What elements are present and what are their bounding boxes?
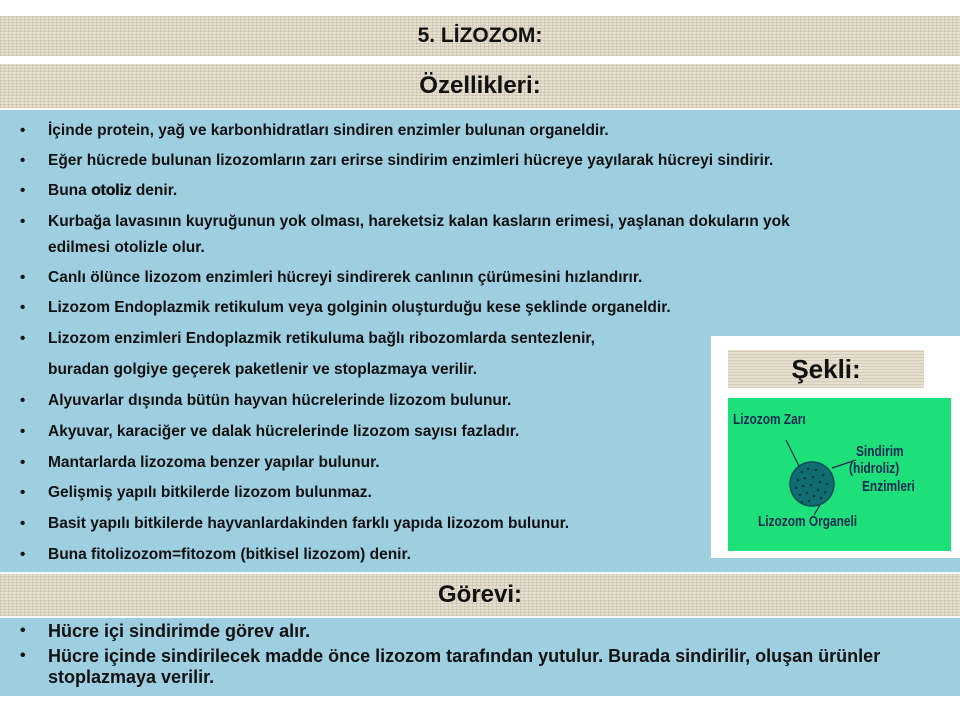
list-item: • Alyuvarlar dışında bütün hayvan hücrelerinde lizozom bulunur. <box>48 388 748 413</box>
list-item: • Gelişmiş yapılı bitkilerde lizozom bulunmaz. <box>48 480 748 505</box>
list-item: • Buna fitolizozom=fitozom (bitkisel lizozom) denir. <box>48 542 748 567</box>
bullet-icon: • <box>20 330 26 347</box>
bullet-icon: • <box>20 515 26 532</box>
lysosome-diagram <box>728 398 951 551</box>
bullet-icon: • <box>20 269 26 286</box>
label-organelle: Lizozom Organeli <box>758 514 858 530</box>
bullet-icon: • <box>20 484 26 501</box>
section-header-gorevi <box>0 574 960 616</box>
bullet-icon: • <box>20 423 26 440</box>
bullet-icon: • <box>20 454 26 471</box>
bullet-icon: • <box>20 122 26 139</box>
list-item: • Buna otoliz denir. <box>48 178 748 203</box>
list-item: • Lizozom Endoplazmik retikulum veya golginin oluşturduğu kese şeklinde organeldir. <box>48 295 748 320</box>
list-item: • Kurbağa lavasının kuyruğunun yok olması, hareketsiz kalan kasların erimesi, yaşlanan dokuların yok <box>48 209 748 234</box>
bullet-icon: • <box>20 392 26 409</box>
list-item: • Mantarlarda lizozoma benzer yapılar bulunur. <box>48 450 748 475</box>
list-item-continuation: buradan golgiye geçerek paketlenir ve stoplazmaya verilir. <box>48 361 478 378</box>
sekil-figure-box <box>711 336 960 558</box>
membrane-pointer-line <box>786 440 800 468</box>
bullet-icon: • <box>20 647 26 664</box>
list-item: • Basit yapılı bitkilerde hayvanlardakinden farklı yapıda lizozom bulunur. <box>48 511 748 536</box>
slide-title: 5. LİZOZOM: <box>417 24 543 47</box>
section-header-ozellikler <box>0 64 960 108</box>
list-item: • Lizozom enzimleri Endoplazmik retikuluma bağlı ribozomlarda sentezlenir, <box>48 326 748 351</box>
list-item-continuation: stoplazmaya verilir. <box>48 667 215 687</box>
bullet-icon: • <box>20 299 26 316</box>
gorevi-panel <box>0 618 960 696</box>
bullet-icon: • <box>20 213 26 230</box>
list-item: • Eğer hücrede bulunan lizozomların zarı erirse sindirim enzimleri hücreye yayılarak hücreyi sindirir. <box>48 148 748 173</box>
term-otoliz: otoliz <box>91 182 132 199</box>
bullet-icon: • <box>20 152 26 169</box>
sekil-title: Şekli: <box>728 350 924 388</box>
section-title-gorevi: Görevi: <box>437 581 523 608</box>
list-item: • Hücre içinde sindirilecek madde önce lizozom tarafından yutulur. Burada sindirilir, oluşan ürünler <box>20 646 881 666</box>
label-membrane: Lizozom Zarı <box>733 412 806 428</box>
bullet-icon: • <box>20 546 26 563</box>
list-item-continuation: edilmesi otolizle olur. <box>48 239 205 256</box>
label-enzymes-line2: (hidroliz) <box>849 461 900 477</box>
list-item: • Akyuvar, karaciğer ve dalak hücrelerinde lizozom sayısı fazladır. <box>48 419 748 444</box>
bullet-icon: • <box>20 622 26 639</box>
list-item: • Hücre içi sindirimde görev alır. <box>20 621 311 641</box>
list-item: • İçinde protein, yağ ve karbonhidratları sindiren enzimler bulunan organeldir. <box>48 118 748 143</box>
bullet-icon: • <box>20 182 26 199</box>
section-title-ozellikler: Özellikleri: <box>419 72 541 99</box>
slide-title-bar <box>0 16 960 56</box>
list-item: • Canlı ölünce lizozom enzimleri hücreyi sindirerek canlının çürümesini hızlandırır. <box>48 265 748 290</box>
label-enzymes-line1: Sindirim <box>856 444 904 460</box>
label-enzymes-line3: Enzimleri <box>862 479 915 495</box>
